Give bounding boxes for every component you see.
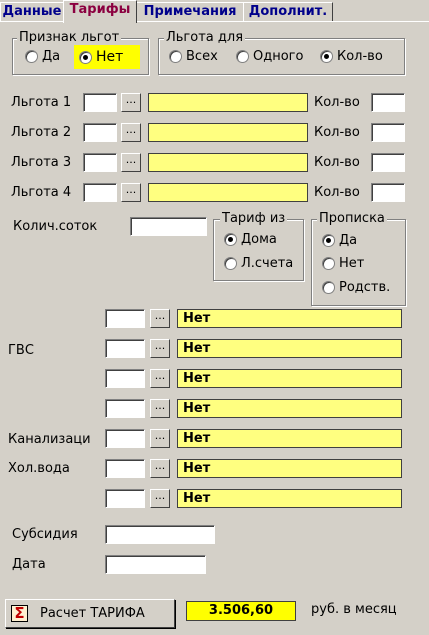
service-name-field: Нет	[177, 339, 402, 358]
lgota-dlya-title: Льгота для	[166, 30, 244, 45]
service-code-input[interactable]	[105, 459, 145, 478]
radio-icon	[224, 233, 237, 246]
radio-icon	[79, 51, 92, 64]
tab-bar	[0, 0, 429, 22]
gvs-label: ГВС	[8, 343, 34, 358]
lgota4-label: Льгота 4	[11, 185, 72, 200]
priznak-net-radio[interactable]: Нет	[79, 49, 123, 65]
lgota3-qty-input[interactable]	[371, 153, 405, 172]
data-input[interactable]	[105, 555, 206, 574]
kanal-label: Канализаци	[8, 432, 91, 447]
sigma-icon: Σ	[11, 605, 28, 622]
service-code-input[interactable]	[105, 399, 145, 418]
radio-icon	[25, 50, 38, 63]
lgota2-name-field	[148, 123, 308, 142]
priznak-title: Признак льгот	[19, 30, 120, 45]
service-name-field: Нет	[177, 459, 402, 478]
service-code-input[interactable]	[105, 339, 145, 358]
service-name-field: Нет	[177, 369, 402, 388]
lgota1-name-field	[148, 93, 308, 112]
propiska-rodstv-radio[interactable]: Родств.	[322, 280, 390, 295]
lgota1-browse-button[interactable]: ...	[121, 93, 141, 112]
lgota1-code-input[interactable]	[83, 93, 117, 112]
service-code-input[interactable]	[105, 489, 145, 508]
service-code-input[interactable]	[105, 309, 145, 328]
holvoda-label: Хол.вода	[8, 461, 70, 476]
service-name-field: Нет	[177, 309, 402, 328]
tarif-lscheta-radio[interactable]: Л.счета	[224, 256, 293, 271]
radio-icon	[322, 281, 335, 294]
lgota-vseh-radio[interactable]: Всех	[169, 49, 218, 64]
tab-dannye[interactable]: Данные	[0, 2, 64, 21]
radio-icon	[322, 234, 335, 247]
lgota3-qty-label: Кол-во	[314, 155, 360, 170]
total-value: 3.506,60	[186, 601, 296, 621]
subsidiya-label: Субсидия	[12, 527, 78, 542]
tab-tarify[interactable]: Тарифы	[63, 0, 137, 23]
radio-icon	[322, 257, 335, 270]
sotki-label: Колич.соток	[13, 219, 98, 234]
service-name-field: Нет	[177, 399, 402, 418]
service-browse-button[interactable]: ...	[150, 369, 170, 388]
lgota4-code-input[interactable]	[83, 183, 117, 202]
lgota4-qty-label: Кол-во	[314, 185, 360, 200]
tarif-doma-radio[interactable]: Дома	[224, 232, 277, 247]
calc-tariff-button[interactable]	[5, 599, 175, 628]
lgota1-label: Льгота 1	[11, 95, 72, 110]
lgota3-code-input[interactable]	[83, 153, 117, 172]
calc-tariff-label: Расчет ТАРИФА	[40, 606, 145, 621]
service-browse-button[interactable]: ...	[150, 489, 170, 508]
lgota4-qty-input[interactable]	[371, 183, 405, 202]
lgota-kolvo-radio[interactable]: Кол-во	[320, 49, 383, 64]
service-browse-button[interactable]: ...	[150, 339, 170, 358]
service-code-input[interactable]	[105, 369, 145, 388]
sotki-input[interactable]	[130, 217, 207, 236]
radio-icon	[236, 50, 249, 63]
radio-icon	[224, 257, 237, 270]
lgota1-qty-label: Кол-во	[314, 95, 360, 110]
lgota2-qty-input[interactable]	[371, 123, 405, 142]
service-browse-button[interactable]: ...	[150, 399, 170, 418]
service-name-field: Нет	[177, 489, 402, 508]
priznak-da-radio[interactable]: Да	[25, 49, 60, 64]
subsidiya-input[interactable]	[105, 525, 215, 544]
tab-dopolnit[interactable]: Дополнит.	[243, 2, 333, 21]
service-browse-button[interactable]: ...	[150, 459, 170, 478]
service-browse-button[interactable]: ...	[150, 309, 170, 328]
lgota1-qty-input[interactable]	[371, 93, 405, 112]
lgota-odnogo-radio[interactable]: Одного	[236, 49, 303, 64]
lgota3-label: Льгота 3	[11, 155, 72, 170]
tab-primechaniya[interactable]: Примечания	[136, 2, 244, 21]
propiska-da-radio[interactable]: Да	[322, 233, 357, 248]
radio-icon	[169, 50, 182, 63]
lgota2-browse-button[interactable]: ...	[121, 123, 141, 142]
tarif-iz-title: Тариф из	[222, 211, 286, 226]
propiska-title: Прописка	[319, 211, 385, 226]
tarif-iz-group	[213, 219, 304, 281]
lgota2-label: Льгота 2	[11, 125, 72, 140]
service-browse-button[interactable]: ...	[150, 429, 170, 448]
service-name-field: Нет	[177, 429, 402, 448]
data-label: Дата	[12, 557, 46, 572]
service-code-input[interactable]	[105, 429, 145, 448]
total-unit-label: руб. в месяц	[311, 602, 397, 617]
lgota2-code-input[interactable]	[83, 123, 117, 142]
lgota3-name-field	[148, 153, 308, 172]
radio-icon	[320, 50, 333, 63]
lgota3-browse-button[interactable]: ...	[121, 153, 141, 172]
lgota2-qty-label: Кол-во	[314, 125, 360, 140]
lgota4-name-field	[148, 183, 308, 202]
lgota4-browse-button[interactable]: ...	[121, 183, 141, 202]
propiska-net-radio[interactable]: Нет	[322, 256, 364, 271]
